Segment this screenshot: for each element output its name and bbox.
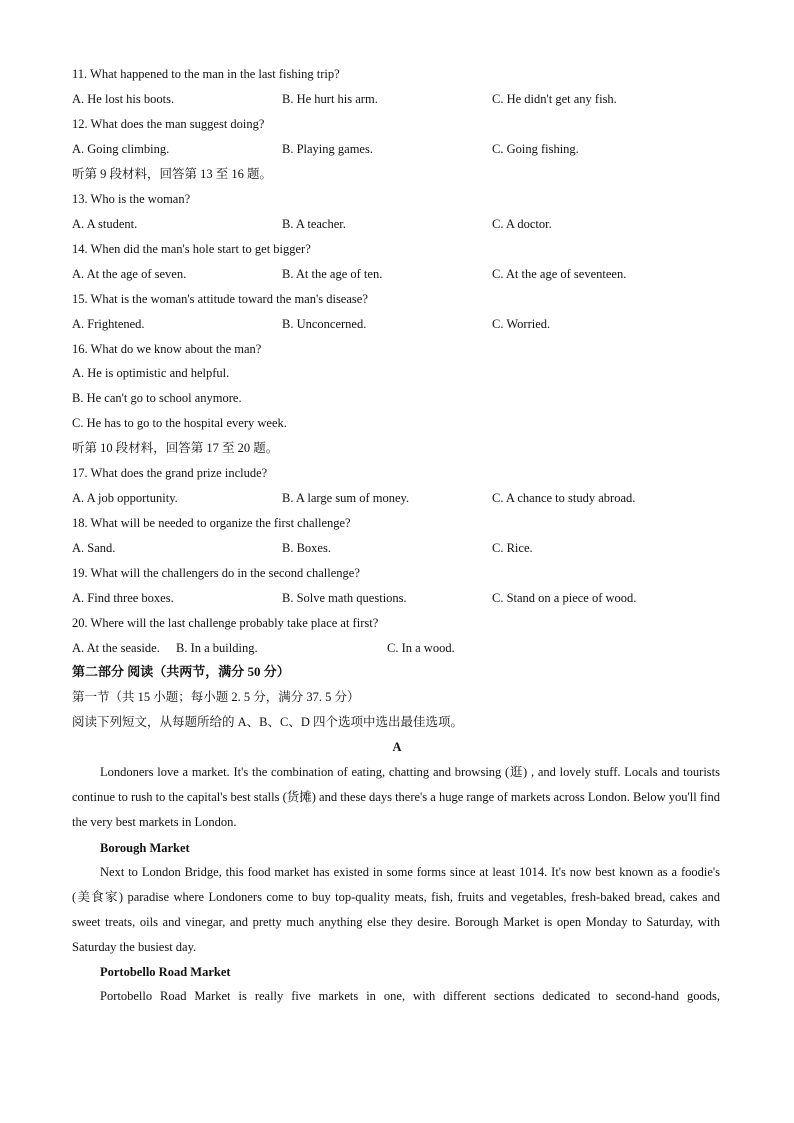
question-15-stem: 15. What is the woman's attitude toward the man's disease? bbox=[72, 292, 368, 306]
question-16-option-b: B. He can't go to school anymore. bbox=[72, 391, 242, 405]
passage-label: A bbox=[392, 740, 402, 754]
borough-market-heading: Borough Market bbox=[100, 841, 190, 855]
part-2-title: 第二部分 阅读（共两节，满分 50 分） bbox=[72, 664, 290, 679]
question-17-option-a: A. A job opportunity. bbox=[72, 491, 178, 505]
question-19-option-b: B. Solve math questions. bbox=[282, 591, 407, 605]
question-16-option-c: C. He has to go to the hospital every week. bbox=[72, 416, 287, 430]
question-13-stem: 13. Who is the woman? bbox=[72, 192, 191, 206]
question-17-stem: 17. What does the grand prize include? bbox=[72, 466, 268, 480]
question-11-option-a: A. He lost his boots. bbox=[72, 92, 175, 106]
question-17-option-c: C. A chance to study abroad. bbox=[492, 491, 636, 505]
question-17-option-b: B. A large sum of money. bbox=[282, 491, 410, 505]
question-13-option-c: C. A doctor. bbox=[492, 217, 552, 231]
question-15-option-a: A. Frightened. bbox=[72, 317, 145, 331]
question-18-option-a: A. Sand. bbox=[72, 541, 116, 555]
question-14-option-b: B. At the age of ten. bbox=[282, 267, 383, 281]
portobello-market-text: Portobello Road Market is really five markets in one, with different sections dedicated to second-hand goods, bbox=[100, 989, 720, 1003]
question-15-option-b: B. Unconcerned. bbox=[282, 317, 367, 331]
question-12-option-a: A. Going climbing. bbox=[72, 142, 170, 156]
passage-intro: Londoners love a market. It's the combination of eating, chatting and browsing (逛) , and lovely stuff. Locals and tourists continue to rush to the capital's best stalls (货摊) and these days there's a huge range of markets across London. Below you'll find the very best markets in London. bbox=[72, 765, 720, 829]
section-1-header: 第一节（共 15 小题；每小题 2. 5 分，满分 37. 5 分） bbox=[72, 690, 360, 704]
question-12-stem: 12. What does the man suggest doing? bbox=[72, 117, 265, 131]
question-14-option-c: C. At the age of seventeen. bbox=[492, 267, 627, 281]
question-18-option-b: B. Boxes. bbox=[282, 541, 331, 555]
question-16-option-a: A. He is optimistic and helpful. bbox=[72, 366, 230, 380]
question-15-option-c: C. Worried. bbox=[492, 317, 551, 331]
question-20-option-b: B. In a building. bbox=[176, 641, 258, 655]
question-12-option-c: C. Going fishing. bbox=[492, 142, 579, 156]
question-20-option-c: C. In a wood. bbox=[387, 641, 455, 655]
question-19-stem: 19. What will the challengers do in the second challenge? bbox=[72, 566, 360, 580]
reading-directions: 阅读下列短文，从每题所给的 A、B、C、D 四个选项中选出最佳选项。 bbox=[72, 715, 463, 729]
question-18-stem: 18. What will be needed to organize the first challenge? bbox=[72, 516, 351, 530]
question-13-option-b: B. A teacher. bbox=[282, 217, 346, 231]
question-12-option-b: B. Playing games. bbox=[282, 142, 373, 156]
question-14-option-a: A. At the age of seven. bbox=[72, 267, 187, 281]
question-14-stem: 14. When did the man's hole start to get bigger? bbox=[72, 242, 311, 256]
question-11-stem: 11. What happened to the man in the last fishing trip? bbox=[72, 67, 340, 81]
portobello-market-heading: Portobello Road Market bbox=[100, 965, 231, 979]
instruction-section-9: 听第 9 段材料，回答第 13 至 16 题。 bbox=[72, 167, 273, 181]
question-11-option-c: C. He didn't get any fish. bbox=[492, 92, 617, 106]
question-18-option-c: C. Rice. bbox=[492, 541, 533, 555]
borough-market-text: Next to London Bridge, this food market has existed in some forms since at least 1014. It's now best known as a foodie's (美食家) paradise where Londoners come to buy top-quality meats, fish, fruits and vegetables, fresh-baked bread, cakes and sweet treats, oils and vinegar, and pretty much anything else they desire. Borough Market is open Monday to Saturday, with Saturday the busiest day. bbox=[72, 865, 720, 954]
question-20-stem: 20. Where will the last challenge probably take place at first? bbox=[72, 616, 379, 630]
question-11-option-b: B. He hurt his arm. bbox=[282, 92, 378, 106]
question-13-option-a: A. A student. bbox=[72, 217, 138, 231]
question-16-stem: 16. What do we know about the man? bbox=[72, 342, 262, 356]
instruction-section-10: 听第 10 段材料，回答第 17 至 20 题。 bbox=[72, 441, 279, 455]
question-19-option-a: A. Find three boxes. bbox=[72, 591, 174, 605]
question-20-option-a: A. At the seaside. bbox=[72, 641, 160, 655]
question-19-option-c: C. Stand on a piece of wood. bbox=[492, 591, 637, 605]
